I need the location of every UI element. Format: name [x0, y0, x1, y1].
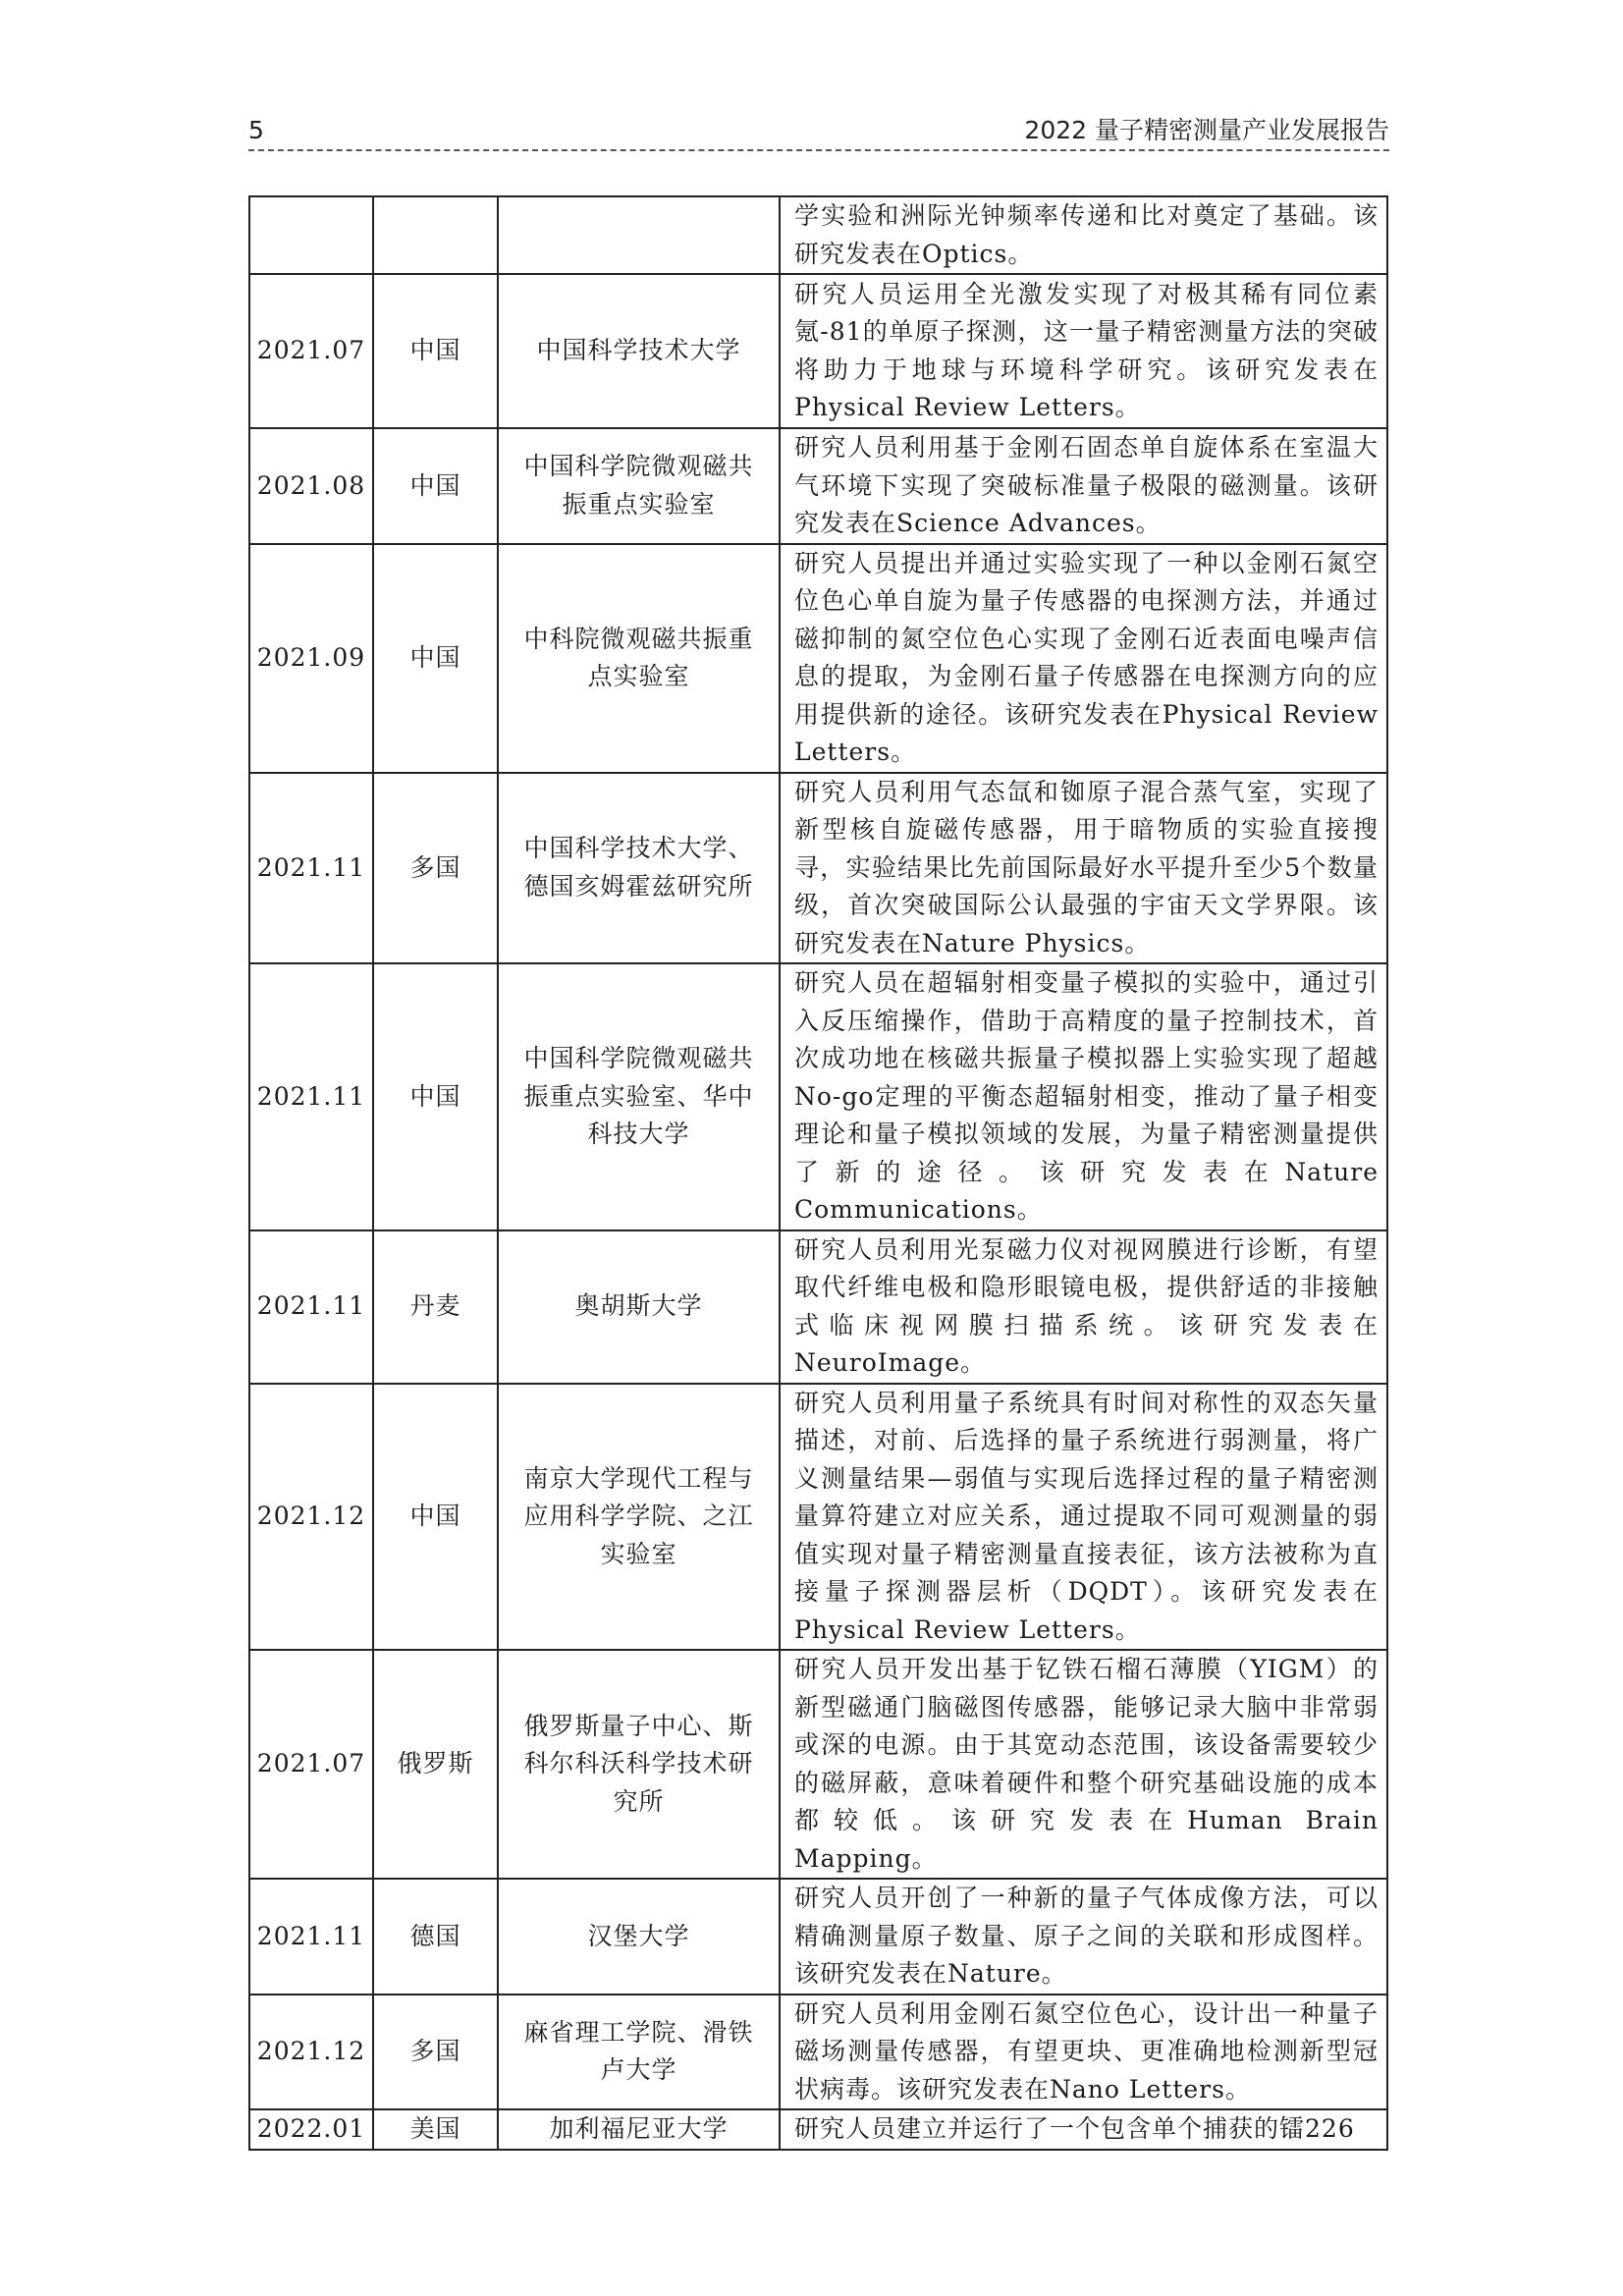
- date-cell: 2021.11: [249, 1230, 373, 1384]
- description-cell: 研究人员运用全光激发实现了对极其稀有同位素氪-81的单原子探测，这一量子精密测量方法的突破将助力于地球与环境科学研究。该研究发表在Physical Review Letters。: [780, 274, 1387, 428]
- date-cell: 2021.11: [249, 1879, 373, 1995]
- description-cell: 研究人员在超辐射相变量子模拟的实验中，通过引入反压缩操作，借助于高精度的量子控制技术，首次成功地在核磁共振量子模拟器上实验实现了超越No-go定理的平衡态超辐射相变，推动了量子相变理论和量子模拟领域的发展，为量子精密测量提供了新的途径。该研究发表在Nature Communications。: [780, 963, 1387, 1230]
- country-cell: 德国: [373, 1879, 498, 1995]
- date-cell: 2021.11: [249, 773, 373, 964]
- date-cell: 2021.11: [249, 963, 373, 1230]
- description-cell: 学实验和洲际光钟频率传递和比对奠定了基础。该研究发表在Optics。: [780, 196, 1387, 274]
- country-cell: 美国: [373, 2109, 498, 2150]
- institution-cell: 汉堡大学: [498, 1879, 780, 1995]
- date-cell: [249, 196, 373, 274]
- institution-cell: 中国科学院微观磁共振重点实验室: [498, 428, 780, 544]
- institution-cell: 中国科学技术大学、德国亥姆霍兹研究所: [498, 773, 780, 964]
- description-cell: 研究人员利用光泵磁力仪对视网膜进行诊断，有望取代纤维电极和隐形眼镜电极，提供舒适的非接触式临床视网膜扫描系统。该研究发表在NeuroImage。: [780, 1230, 1387, 1384]
- description-cell: 研究人员利用金刚石氮空位色心，设计出一种量子磁场测量传感器，有望更块、更准确地检测新型冠状病毒。该研究发表在Nano Letters。: [780, 1995, 1387, 2110]
- institution-cell: 俄罗斯量子中心、斯科尔科沃科学技术研究所: [498, 1650, 780, 1879]
- table-row: [249, 544, 1387, 773]
- country-cell: 中国: [373, 428, 498, 544]
- country-cell: 丹麦: [373, 1230, 498, 1384]
- research-table: [248, 195, 1388, 2151]
- institution-cell: 中科院微观磁共振重点实验室: [498, 544, 780, 773]
- table-row: [249, 2109, 1387, 2150]
- institution-cell: 加利福尼亚大学: [498, 2109, 780, 2150]
- table-row: [249, 1995, 1387, 2110]
- country-cell: [373, 196, 498, 274]
- date-cell: 2021.08: [249, 428, 373, 544]
- date-cell: 2021.07: [249, 1650, 373, 1879]
- description-cell: 研究人员建立并运行了一个包含单个捕获的镭226: [780, 2109, 1387, 2150]
- country-cell: 中国: [373, 963, 498, 1230]
- table-row: [249, 963, 1387, 1230]
- description-cell: 研究人员利用量子系统具有时间对称性的双态矢量描述，对前、后选择的量子系统进行弱测量，将广义测量结果—弱值与实现后选择过程的量子精密测量算符建立对应关系，通过提取不同可观测量的弱值实现对量子精密测量直接表征，该方法被称为直接量子探测器层析（DQDT）。该研究发表在Physical Review Letters。: [780, 1384, 1387, 1651]
- institution-cell: 南京大学现代工程与应用科学学院、之江实验室: [498, 1384, 780, 1651]
- table-row: [249, 1879, 1387, 1995]
- table-row: [249, 274, 1387, 428]
- institution-cell: [498, 196, 780, 274]
- date-cell: 2021.07: [249, 274, 373, 428]
- description-cell: 研究人员利用基于金刚石固态单自旋体系在室温大气环境下实现了突破标准量子极限的磁测量。该研究发表在Science Advances。: [780, 428, 1387, 544]
- table-row: [249, 428, 1387, 544]
- country-cell: 中国: [373, 544, 498, 773]
- description-cell: 研究人员开创了一种新的量子气体成像方法，可以精确测量原子数量、原子之间的关联和形成图样。该研究发表在Nature。: [780, 1879, 1387, 1995]
- institution-cell: 奥胡斯大学: [498, 1230, 780, 1384]
- page-header: [248, 116, 1389, 151]
- description-cell: 研究人员开发出基于钇铁石榴石薄膜（YIGM）的新型磁通门脑磁图传感器，能够记录大脑中非常弱或深的电源。由于其宽动态范围，该设备需要较少的磁屏蔽，意味着硬件和整个研究基础设施的成本都较低。该研究发表在Human Brain Mapping。: [780, 1650, 1387, 1879]
- date-cell: 2021.12: [249, 1995, 373, 2110]
- institution-cell: 中国科学技术大学: [498, 274, 780, 428]
- institution-cell: 中国科学院微观磁共振重点实验室、华中科技大学: [498, 963, 780, 1230]
- country-cell: 多国: [373, 773, 498, 964]
- table-row: [249, 1650, 1387, 1879]
- table-row: [249, 1384, 1387, 1651]
- table-row: [249, 773, 1387, 964]
- country-cell: 中国: [373, 1384, 498, 1651]
- country-cell: 中国: [373, 274, 498, 428]
- country-cell: 俄罗斯: [373, 1650, 498, 1879]
- description-cell: 研究人员利用气态氙和铷原子混合蒸气室，实现了新型核自旋磁传感器，用于暗物质的实验直接搜寻，实验结果比先前国际最好水平提升至少5个数量级，首次突破国际公认最强的宇宙天文学界限。该研究发表在Nature Physics。: [780, 773, 1387, 964]
- page-number: 5: [248, 116, 264, 144]
- report-title: 2022 量子精密测量产业发展报告: [1024, 116, 1389, 144]
- description-cell: 研究人员提出并通过实验实现了一种以金刚石氮空位色心单自旋为量子传感器的电探测方法，并通过磁抑制的氮空位色心实现了金刚石近表面电噪声信息的提取，为金刚石量子传感器在电探测方向的应用提供新的途径。该研究发表在Physical Review Letters。: [780, 544, 1387, 773]
- date-cell: 2021.12: [249, 1384, 373, 1651]
- date-cell: 2021.09: [249, 544, 373, 773]
- date-cell: 2022.01: [249, 2109, 373, 2150]
- institution-cell: 麻省理工学院、滑铁卢大学: [498, 1995, 780, 2110]
- table-row: [249, 1230, 1387, 1384]
- table-row: [249, 196, 1387, 274]
- country-cell: 多国: [373, 1995, 498, 2110]
